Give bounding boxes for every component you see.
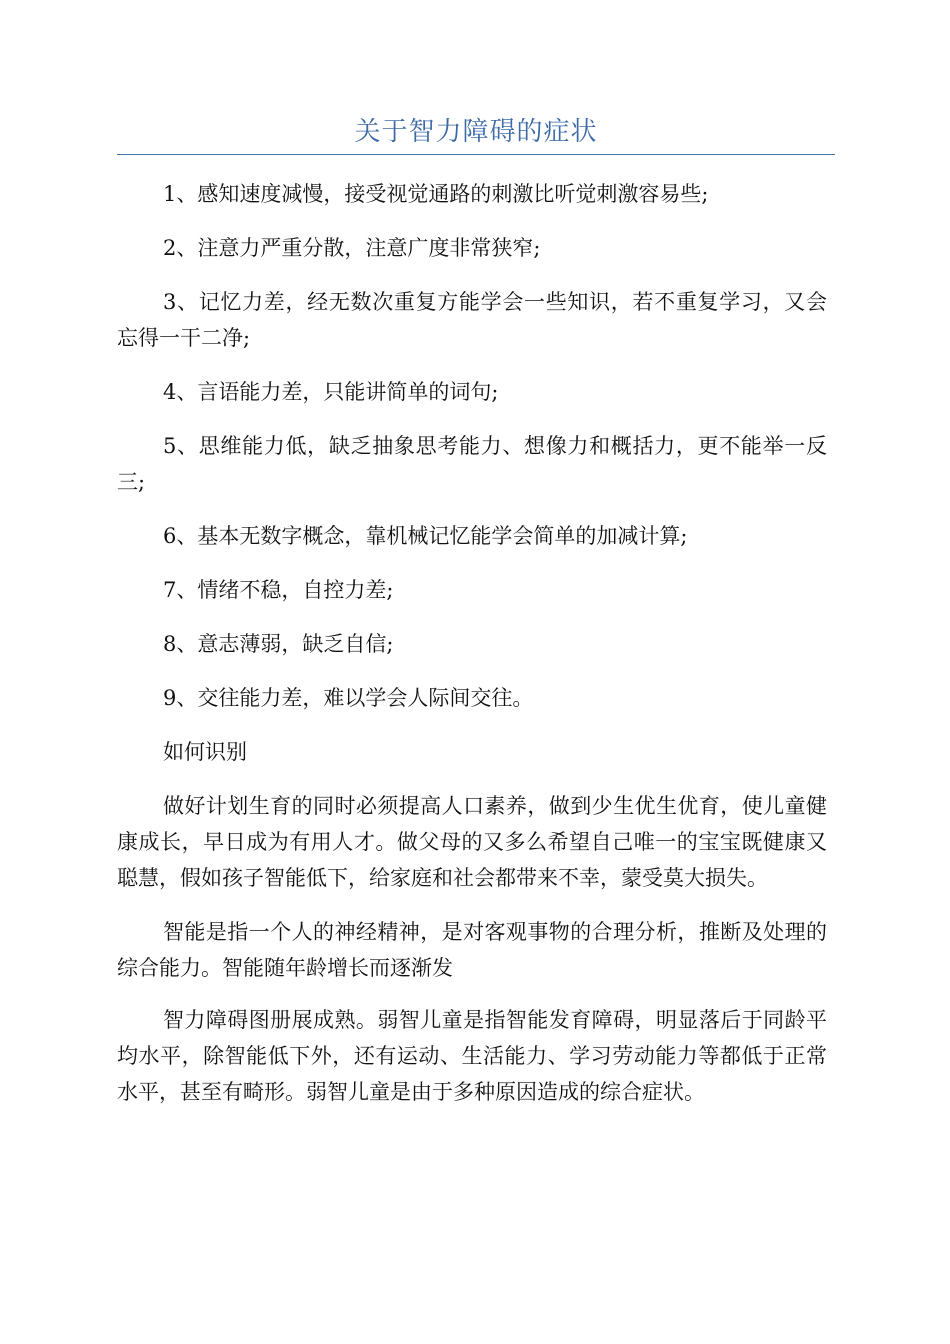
paragraph-intelligence-definition: 智能是指一个人的神经精神，是对客观事物的合理分析，推断及处理的综合能力。智能随年龄增长而逐渐发	[117, 920, 827, 980]
paragraph-symptom-8: 8、意志薄弱，缺乏自信;	[163, 632, 394, 656]
section-heading-identify: 如何识别	[163, 740, 247, 764]
paragraph-intellectual-disability: 智力障碍图册展成熟。弱智儿童是指智能发育障碍，明显落后于同龄平均水平，除智能低下外，还有运动、生活能力、学习劳动能力等都低于正常水平，甚至有畸形。弱智儿童是由于多种原因造成的综合症状。	[117, 1008, 827, 1104]
paragraph-symptom-1: 1、感知速度减慢，接受视觉通路的刺激比听觉刺激容易些;	[163, 182, 709, 206]
paragraph-symptom-6: 6、基本无数字概念，靠机械记忆能学会简单的加减计算;	[163, 524, 688, 548]
paragraph-symptom-3: 3、记忆力差，经无数次重复方能学会一些知识，若不重复学习，又会忘得一干二净;	[117, 290, 827, 350]
paragraph-symptom-4: 4、言语能力差，只能讲简单的词句;	[163, 380, 499, 404]
paragraph-family-planning: 做好计划生育的同时必须提高人口素养，做到少生优生优育，使儿童健康成长，早日成为有用人才。做父母的又多么希望自己唯一的宝宝既健康又聪慧，假如孩子智能低下，给家庭和社会都带来不幸，蒙受莫大损失。	[117, 794, 827, 890]
paragraph-symptom-5: 5、思维能力低，缺乏抽象思考能力、想像力和概括力，更不能举一反三;	[117, 434, 827, 494]
document-title: 关于智力障碍的症状	[354, 117, 598, 147]
paragraph-symptom-7: 7、情绪不稳，自控力差;	[163, 578, 394, 602]
paragraph-symptom-9: 9、交往能力差，难以学会人际间交往。	[163, 686, 534, 710]
title-underline	[117, 154, 835, 155]
document-body	[117, 176, 827, 1128]
paragraph-symptom-2: 2、注意力严重分散，注意广度非常狭窄;	[163, 236, 541, 260]
